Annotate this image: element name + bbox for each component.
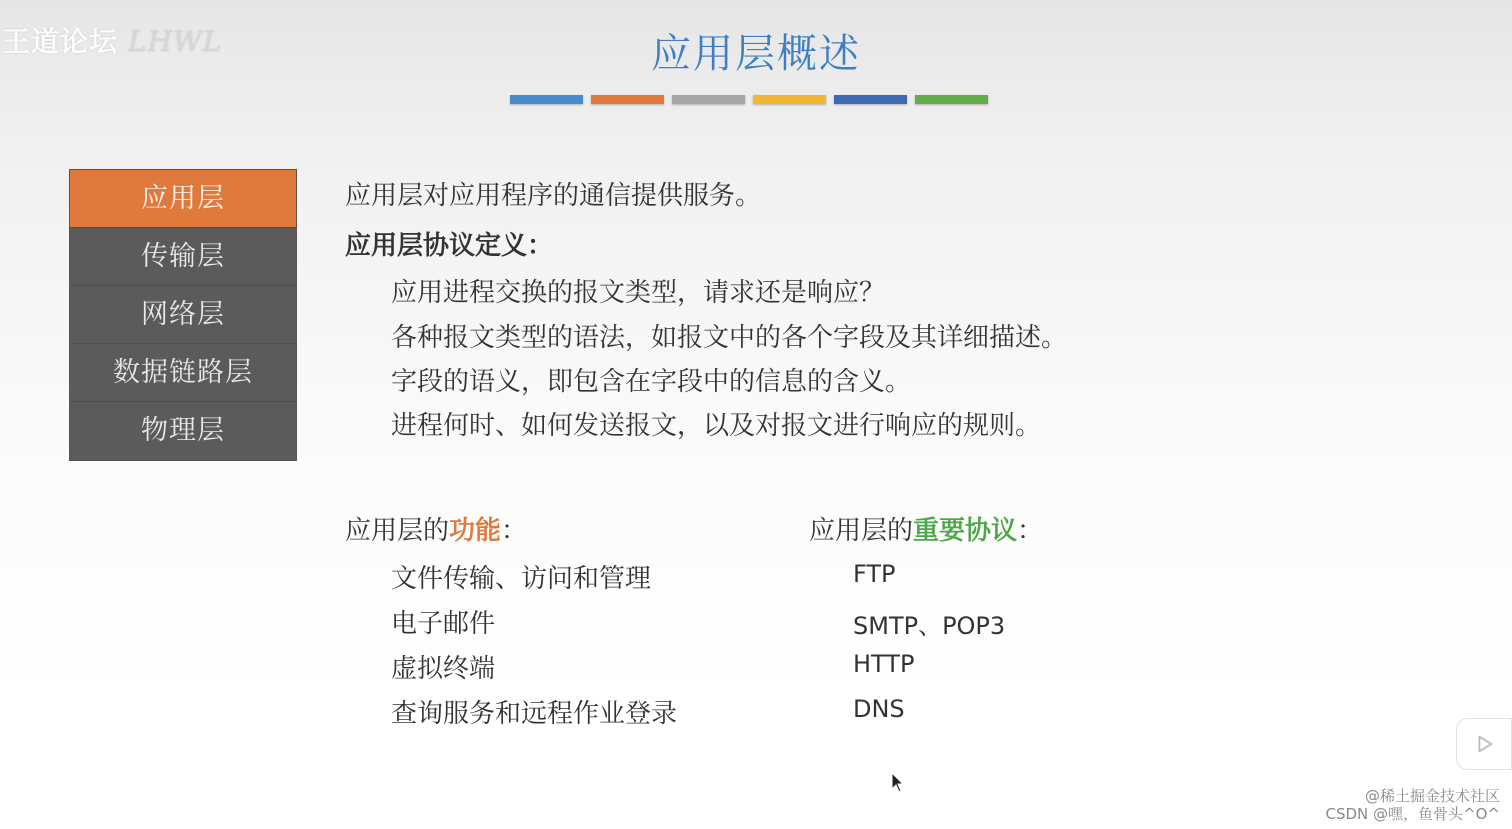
color-bar xyxy=(510,95,583,104)
protocol-def-heading: 应用层协议定义： xyxy=(345,231,554,261)
play-icon xyxy=(1473,733,1495,755)
protocol-item: DNS xyxy=(853,695,905,723)
color-bar xyxy=(915,95,988,104)
protocol-stack xyxy=(69,169,297,461)
play-button[interactable] xyxy=(1456,718,1512,770)
watermark-signature: LHWL xyxy=(128,25,223,58)
protocol-def-item: 各种报文类型的语法，如报文中的各个字段及其详细描述。 xyxy=(391,323,1068,353)
protocol-def-item: 字段的语义，即包含在字段中的信息的含义。 xyxy=(391,367,912,397)
functions-heading xyxy=(345,510,527,547)
title-color-bars xyxy=(510,95,988,104)
function-item: 文件传输、访问和管理 xyxy=(391,564,652,594)
watermark-brand: 王道论坛 xyxy=(2,25,119,58)
protocol-def-item: 进程何时、如何发送报文，以及对报文进行响应的规则。 xyxy=(391,411,1042,441)
footer-line-1: @稀土掘金技术社区 xyxy=(1364,787,1500,805)
protocols-suffix: ： xyxy=(1017,516,1044,546)
color-bar xyxy=(672,95,745,104)
protocol-item: FTP xyxy=(853,560,896,588)
intro-text: 应用层对应用程序的通信提供服务。 xyxy=(345,181,762,211)
layer-network: 网络层 xyxy=(70,286,296,344)
mouse-cursor-icon xyxy=(891,772,905,794)
functions-prefix: 应用层的 xyxy=(345,516,450,546)
protocol-item: HTTP xyxy=(853,650,915,678)
functions-suffix: ： xyxy=(501,516,528,546)
footer-watermark xyxy=(1326,787,1500,823)
protocol-item: SMTP、POP3 xyxy=(853,612,1006,640)
function-item: 电子邮件 xyxy=(391,609,496,639)
functions-highlight: 功能 xyxy=(449,516,502,546)
function-item: 查询服务和远程作业登录 xyxy=(391,699,678,729)
layer-physical: 物理层 xyxy=(141,415,225,446)
protocols-highlight: 重要协议 xyxy=(913,516,1018,546)
layer-application: 应用层 xyxy=(70,170,296,228)
protocols-heading xyxy=(809,510,1043,547)
function-item: 虚拟终端 xyxy=(391,654,496,684)
color-bar xyxy=(591,95,664,104)
color-bar xyxy=(753,95,826,104)
protocols-prefix: 应用层的 xyxy=(809,516,914,546)
layer-transport: 传输层 xyxy=(70,228,296,286)
footer-line-2: CSDN @嘿，鱼骨头^O^ xyxy=(1325,805,1500,823)
layer-data-link: 数据链路层 xyxy=(70,344,296,402)
slide-title: 应用层概述 xyxy=(651,31,861,77)
color-bar xyxy=(834,95,907,104)
protocol-def-item: 应用进程交换的报文类型，请求还是响应？ xyxy=(391,278,886,308)
